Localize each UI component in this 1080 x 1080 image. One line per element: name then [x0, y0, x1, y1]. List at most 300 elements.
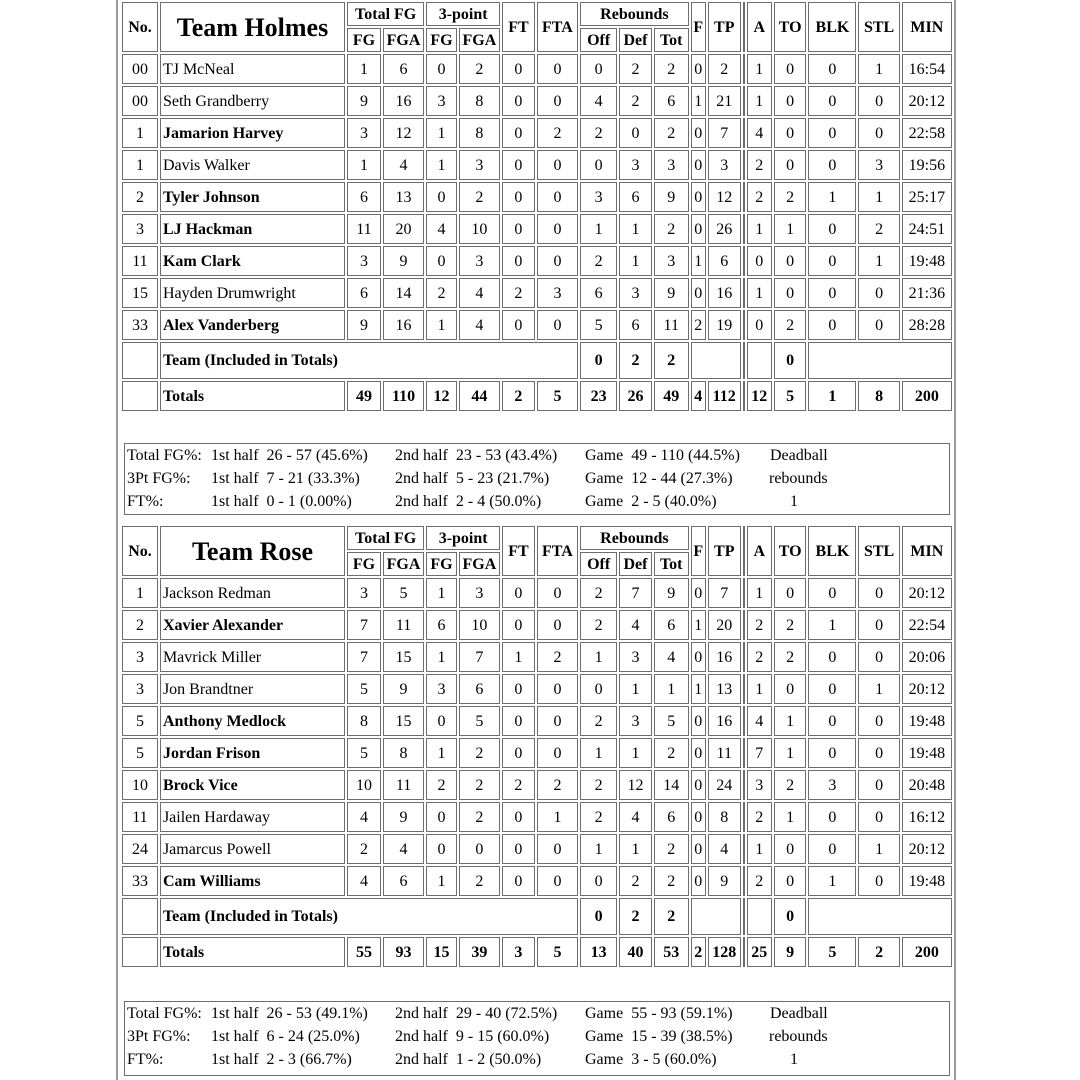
box-score-page [116, 0, 956, 1080]
stat-fga: 12 [383, 118, 424, 148]
col-header-fg3: FG [426, 552, 456, 576]
col-header-no: No. [122, 526, 158, 576]
col-header-total-fg: Total FG [347, 526, 424, 550]
stat-min: 19:48 [902, 706, 952, 736]
col-header-steals: STL [858, 526, 899, 576]
stat-stl: 1 [858, 246, 899, 276]
summary-deadball: Deadball [770, 1005, 828, 1022]
summary-second-half: 2nd half 23 - 53 (43.4%) [395, 447, 558, 464]
stat-ft: 0 [502, 738, 535, 768]
stat-min: 20:06 [902, 642, 952, 672]
total-off: 23 [580, 381, 617, 411]
stat-min: 20:48 [902, 770, 952, 800]
stat-off: 2 [580, 610, 617, 640]
stat-blk: 1 [808, 866, 856, 896]
stat-to: 1 [774, 802, 807, 832]
empty-cell [122, 937, 158, 967]
stat-min: 19:48 [902, 738, 952, 768]
player-row [122, 706, 952, 736]
stat-def: 3 [619, 706, 652, 736]
stat-stl: 0 [858, 610, 899, 640]
total-fta: 5 [537, 381, 578, 411]
stat-fta: 1 [537, 802, 578, 832]
stat-fga: 4 [383, 150, 424, 180]
stat-blk: 1 [808, 610, 856, 640]
stat-fg: 9 [347, 86, 381, 116]
stat-def: 1 [619, 214, 652, 244]
team-row-label: Team (Included in Totals) [160, 342, 578, 379]
player-number: 3 [122, 214, 158, 244]
total-fga: 93 [383, 937, 424, 967]
stat-def: 3 [619, 278, 652, 308]
stat-fg: 1 [347, 54, 381, 84]
summary-second-half: 2nd half 2 - 4 (50.0%) [395, 493, 542, 510]
stat-stl: 0 [858, 118, 899, 148]
stat-f: 0 [691, 642, 706, 672]
stat-fga: 9 [383, 246, 424, 276]
stat-fta: 0 [537, 86, 578, 116]
stat-f: 0 [691, 214, 706, 244]
total-to: 5 [774, 381, 807, 411]
stat-blk: 0 [808, 214, 856, 244]
stat-a: 1 [747, 214, 772, 244]
stat-fg: 8 [347, 706, 381, 736]
stat-tot: 9 [654, 278, 689, 308]
player-row [122, 866, 952, 896]
stat-fg3: 1 [426, 866, 456, 896]
stat-fg3: 0 [426, 834, 456, 864]
col-header-fta: FTA [537, 526, 578, 576]
stat-stl: 0 [858, 738, 899, 768]
total-stl: 8 [858, 381, 899, 411]
stat-fta: 0 [537, 706, 578, 736]
player-number: 00 [122, 86, 158, 116]
stat-ft: 0 [502, 610, 535, 640]
stat-tp: 12 [708, 182, 741, 212]
stat-to: 1 [774, 738, 807, 768]
stat-off: 0 [580, 54, 617, 84]
stat-stl: 0 [858, 802, 899, 832]
stat-fta: 2 [537, 770, 578, 800]
summary-line [127, 444, 949, 467]
total-tot: 49 [654, 381, 689, 411]
stat-stl: 1 [858, 54, 899, 84]
header-row [122, 2, 952, 26]
stat-ft: 0 [502, 214, 535, 244]
stat-fga3: 2 [459, 182, 500, 212]
shooting-summary [124, 443, 950, 515]
stat-def: 2 [619, 866, 652, 896]
stat-stl: 1 [858, 182, 899, 212]
stat-fg: 5 [347, 738, 381, 768]
player-row [122, 738, 952, 768]
summary-line [127, 490, 949, 513]
stat-stl: 0 [858, 866, 899, 896]
stat-to: 0 [774, 150, 807, 180]
total-min: 200 [902, 381, 952, 411]
stat-a: 4 [747, 706, 772, 736]
stat-a: 1 [747, 578, 772, 608]
player-name: Brock Vice [160, 770, 345, 800]
team-off-reb: 0 [580, 898, 617, 935]
stat-a: 2 [747, 182, 772, 212]
stat-off: 3 [580, 182, 617, 212]
player-number: 3 [122, 674, 158, 704]
stat-min: 21:36 [902, 278, 952, 308]
stat-fta: 0 [537, 54, 578, 84]
stat-a: 2 [747, 610, 772, 640]
stat-to: 2 [774, 310, 807, 340]
stat-blk: 0 [808, 150, 856, 180]
empty-cell [747, 898, 772, 935]
stat-f: 1 [691, 674, 706, 704]
stat-fga: 13 [383, 182, 424, 212]
stat-fga3: 0 [459, 834, 500, 864]
player-number: 2 [122, 182, 158, 212]
summary-line [127, 1002, 949, 1025]
col-header-rebounds: Rebounds [580, 2, 689, 26]
stat-tot: 14 [654, 770, 689, 800]
player-row [122, 770, 952, 800]
stat-tp: 4 [708, 834, 741, 864]
column-separator [743, 526, 745, 576]
stat-fg3: 0 [426, 802, 456, 832]
player-row [122, 246, 952, 276]
stat-ft: 0 [502, 118, 535, 148]
stat-fta: 0 [537, 866, 578, 896]
stat-ft: 0 [502, 706, 535, 736]
col-header-fouls: F [691, 526, 706, 576]
col-header-def-reb: Def [619, 552, 652, 576]
stat-min: 20:12 [902, 834, 952, 864]
stat-ft: 1 [502, 642, 535, 672]
stat-to: 1 [774, 214, 807, 244]
col-header-off-reb: Off [580, 28, 617, 52]
stat-def: 3 [619, 150, 652, 180]
stat-f: 1 [691, 610, 706, 640]
player-number: 24 [122, 834, 158, 864]
stat-f: 0 [691, 578, 706, 608]
stat-tot: 6 [654, 610, 689, 640]
player-name: Cam Williams [160, 866, 345, 896]
stat-min: 28:28 [902, 310, 952, 340]
stat-blk: 0 [808, 674, 856, 704]
stat-fg: 11 [347, 214, 381, 244]
total-fg3: 15 [426, 937, 456, 967]
stat-fg: 7 [347, 610, 381, 640]
stat-stl: 1 [858, 674, 899, 704]
total-ft: 2 [502, 381, 535, 411]
stat-def: 4 [619, 802, 652, 832]
stat-tot: 3 [654, 150, 689, 180]
stat-to: 2 [774, 642, 807, 672]
stat-fga: 4 [383, 834, 424, 864]
empty-cell [808, 898, 952, 935]
stat-fga: 8 [383, 738, 424, 768]
player-name: TJ McNeal [160, 54, 345, 84]
summary-label: Total FG%: [127, 1005, 202, 1022]
stat-ft: 0 [502, 182, 535, 212]
stat-min: 19:56 [902, 150, 952, 180]
stat-off: 0 [580, 150, 617, 180]
player-row [122, 86, 952, 116]
stat-a: 2 [747, 642, 772, 672]
stat-fg3: 2 [426, 278, 456, 308]
player-name: Davis Walker [160, 150, 345, 180]
stat-fg: 4 [347, 802, 381, 832]
column-separator [743, 674, 745, 704]
stat-f: 1 [691, 246, 706, 276]
stat-a: 0 [747, 246, 772, 276]
total-tp: 128 [708, 937, 741, 967]
stat-tp: 16 [708, 706, 741, 736]
stat-ft: 0 [502, 802, 535, 832]
team-tot-reb: 2 [654, 898, 689, 935]
stat-fga3: 3 [459, 578, 500, 608]
column-separator [743, 310, 745, 340]
stat-to: 0 [774, 86, 807, 116]
player-number: 1 [122, 150, 158, 180]
col-header-ft: FT [502, 526, 535, 576]
player-number: 10 [122, 770, 158, 800]
stat-fga3: 7 [459, 642, 500, 672]
stat-fg3: 3 [426, 674, 456, 704]
summary-label: Total FG%: [127, 447, 202, 464]
stat-fg: 10 [347, 770, 381, 800]
stat-fg3: 1 [426, 738, 456, 768]
empty-cell [747, 342, 772, 379]
stat-ft: 0 [502, 246, 535, 276]
stat-tot: 2 [654, 866, 689, 896]
col-header-off-reb: Off [580, 552, 617, 576]
player-name: Mavrick Miller [160, 642, 345, 672]
stat-off: 0 [580, 866, 617, 896]
summary-deadball: rebounds [769, 470, 828, 487]
stat-fga: 16 [383, 310, 424, 340]
stat-to: 0 [774, 246, 807, 276]
empty-cell [691, 898, 741, 935]
col-header-fta: FTA [537, 2, 578, 52]
stat-fg3: 0 [426, 182, 456, 212]
stat-ft: 0 [502, 866, 535, 896]
col-header-assists: A [747, 2, 772, 52]
stat-fga3: 2 [459, 770, 500, 800]
stat-fta: 0 [537, 610, 578, 640]
stat-a: 2 [747, 802, 772, 832]
column-separator [743, 278, 745, 308]
player-row [122, 674, 952, 704]
column-separator [743, 770, 745, 800]
player-number: 1 [122, 578, 158, 608]
stat-fga3: 3 [459, 150, 500, 180]
stat-def: 12 [619, 770, 652, 800]
stat-fga: 6 [383, 866, 424, 896]
team-rebounds-row [122, 898, 952, 935]
stat-tp: 19 [708, 310, 741, 340]
header-row [122, 526, 952, 550]
stat-off: 2 [580, 246, 617, 276]
player-name: Anthony Medlock [160, 706, 345, 736]
stat-fga3: 4 [459, 310, 500, 340]
col-header-no: No. [122, 2, 158, 52]
stat-fga: 15 [383, 642, 424, 672]
stat-a: 1 [747, 278, 772, 308]
stat-fga3: 8 [459, 118, 500, 148]
stat-to: 0 [774, 118, 807, 148]
column-separator [743, 118, 745, 148]
stat-a: 4 [747, 118, 772, 148]
player-row [122, 802, 952, 832]
stat-off: 2 [580, 118, 617, 148]
summary-label: FT%: [127, 493, 164, 510]
column-separator [743, 898, 745, 935]
stat-stl: 0 [858, 706, 899, 736]
stat-fga: 5 [383, 578, 424, 608]
summary-second-half: 2nd half 1 - 2 (50.0%) [395, 1051, 542, 1068]
stat-min: 19:48 [902, 866, 952, 896]
stat-f: 0 [691, 118, 706, 148]
col-header-def-reb: Def [619, 28, 652, 52]
stat-stl: 1 [858, 834, 899, 864]
stat-fga3: 4 [459, 278, 500, 308]
summary-line [127, 1025, 949, 1048]
stat-fg: 4 [347, 866, 381, 896]
column-separator [743, 86, 745, 116]
stat-fg3: 6 [426, 610, 456, 640]
stat-ft: 0 [502, 150, 535, 180]
stat-tot: 6 [654, 86, 689, 116]
player-name: Alex Vanderberg [160, 310, 345, 340]
team-name: Team Holmes [160, 2, 345, 52]
team-rebounds-row [122, 342, 952, 379]
stat-fga3: 2 [459, 54, 500, 84]
stat-off: 1 [580, 834, 617, 864]
col-header-fg: FG [347, 552, 381, 576]
stat-fta: 0 [537, 310, 578, 340]
stat-f: 0 [691, 866, 706, 896]
col-header-minutes: MIN [902, 526, 952, 576]
stat-off: 6 [580, 278, 617, 308]
player-row [122, 642, 952, 672]
stat-to: 2 [774, 770, 807, 800]
stat-tot: 11 [654, 310, 689, 340]
player-name: LJ Hackman [160, 214, 345, 244]
column-separator [743, 706, 745, 736]
player-number: 3 [122, 642, 158, 672]
player-name: Xavier Alexander [160, 610, 345, 640]
col-header-fouls: F [691, 2, 706, 52]
player-name: Tyler Johnson [160, 182, 345, 212]
stat-fga3: 2 [459, 738, 500, 768]
stat-fga: 20 [383, 214, 424, 244]
stat-to: 0 [774, 834, 807, 864]
column-separator [743, 381, 745, 411]
stat-def: 4 [619, 610, 652, 640]
stat-off: 1 [580, 642, 617, 672]
player-number: 15 [122, 278, 158, 308]
stat-blk: 0 [808, 834, 856, 864]
col-header-total-fg: Total FG [347, 2, 424, 26]
total-fga: 110 [383, 381, 424, 411]
summary-second-half: 2nd half 29 - 40 (72.5%) [395, 1005, 558, 1022]
stat-min: 24:51 [902, 214, 952, 244]
stat-blk: 0 [808, 118, 856, 148]
stat-a: 1 [747, 54, 772, 84]
stat-to: 0 [774, 54, 807, 84]
column-separator [743, 54, 745, 84]
player-name: Jailen Hardaway [160, 802, 345, 832]
stat-def: 2 [619, 86, 652, 116]
stat-tot: 3 [654, 246, 689, 276]
stat-stl: 0 [858, 578, 899, 608]
stat-fg: 5 [347, 674, 381, 704]
total-fga3: 39 [459, 937, 500, 967]
column-separator [743, 802, 745, 832]
summary-label: 3Pt FG%: [127, 1028, 191, 1045]
stat-tp: 26 [708, 214, 741, 244]
stat-tp: 7 [708, 118, 741, 148]
stat-fg3: 4 [426, 214, 456, 244]
total-blk: 1 [808, 381, 856, 411]
team-row-label: Team (Included in Totals) [160, 898, 578, 935]
col-header-turnovers: TO [774, 2, 807, 52]
total-fg: 55 [347, 937, 381, 967]
stat-tp: 20 [708, 610, 741, 640]
stat-stl: 3 [858, 150, 899, 180]
stat-blk: 3 [808, 770, 856, 800]
stat-tot: 2 [654, 54, 689, 84]
stat-min: 20:12 [902, 578, 952, 608]
col-header-ft: FT [502, 2, 535, 52]
stat-a: 1 [747, 834, 772, 864]
team-def-reb: 2 [619, 898, 652, 935]
summary-second-half: 2nd half 5 - 23 (21.7%) [395, 470, 550, 487]
summary-deadball: 1 [790, 1051, 798, 1068]
col-header-fga: FGA [383, 552, 424, 576]
stat-fga: 15 [383, 706, 424, 736]
stat-tp: 8 [708, 802, 741, 832]
stat-fg3: 1 [426, 642, 456, 672]
stat-tot: 2 [654, 738, 689, 768]
stat-off: 1 [580, 214, 617, 244]
col-header-assists: A [747, 526, 772, 576]
stat-fg: 3 [347, 578, 381, 608]
player-row [122, 118, 952, 148]
stat-blk: 0 [808, 86, 856, 116]
col-header-fg3: FG [426, 28, 456, 52]
stat-fga3: 5 [459, 706, 500, 736]
stat-min: 22:54 [902, 610, 952, 640]
stat-fga3: 6 [459, 674, 500, 704]
column-separator [743, 150, 745, 180]
col-header-fga: FGA [383, 28, 424, 52]
player-name: Jackson Redman [160, 578, 345, 608]
team-turnovers: 0 [774, 342, 807, 379]
player-row [122, 610, 952, 640]
stat-fga: 11 [383, 610, 424, 640]
stat-f: 0 [691, 834, 706, 864]
total-off: 13 [580, 937, 617, 967]
column-separator [743, 214, 745, 244]
stat-tp: 7 [708, 578, 741, 608]
player-row [122, 278, 952, 308]
stat-stl: 0 [858, 310, 899, 340]
stat-stl: 0 [858, 642, 899, 672]
stat-fg3: 3 [426, 86, 456, 116]
stat-a: 7 [747, 738, 772, 768]
summary-game: Game 2 - 5 (40.0%) [585, 493, 717, 510]
col-header-minutes: MIN [902, 2, 952, 52]
